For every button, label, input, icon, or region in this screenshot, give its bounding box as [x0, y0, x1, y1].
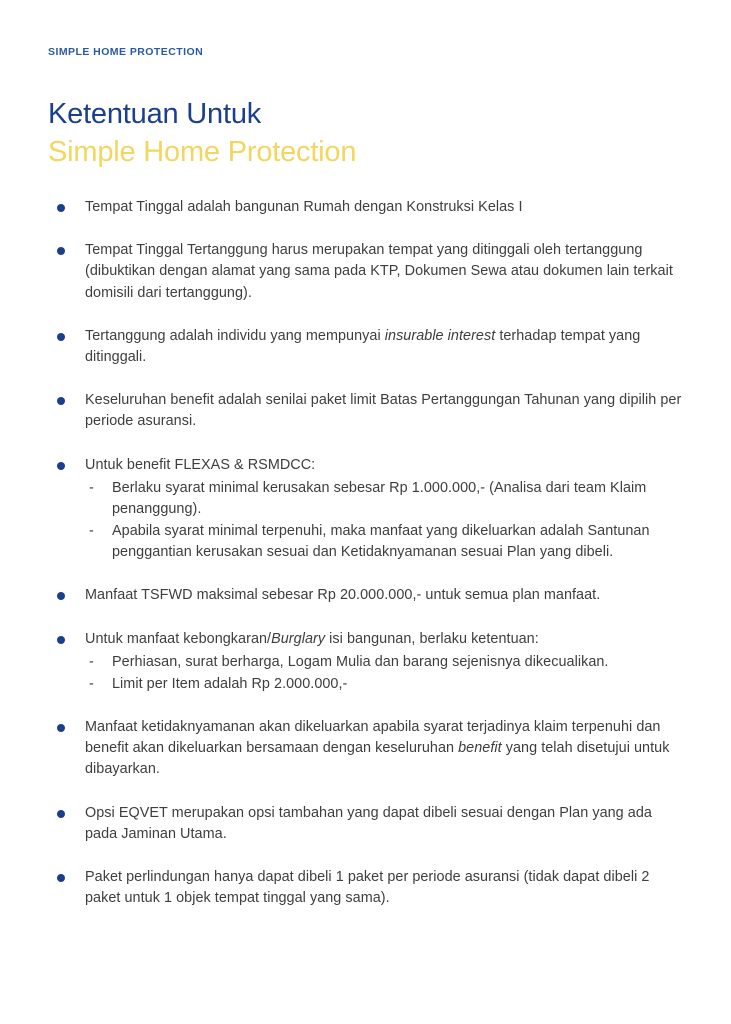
bullet-dot-icon	[57, 397, 65, 405]
page-title-line-2: Simple Home Protection	[48, 135, 357, 168]
bullet-dot-icon	[57, 636, 65, 644]
term-sub-item	[85, 652, 683, 673]
term-text: Paket perlindungan hanya dapat dibeli 1 paket per periode asuransi (tidak dapat dibeli 2 paket untuk 1 objek tempat tinggal yang sama).	[85, 868, 650, 907]
page-title-line-1: Ketentuan Untuk	[48, 97, 262, 130]
emphasis-text: benefit	[458, 740, 502, 757]
dash-marker-icon: -	[89, 479, 94, 496]
plain-text: isi bangunan, berlaku ketentuan:	[325, 630, 539, 647]
running-header: SIMPLE HOME PROTECTION	[48, 46, 204, 58]
term-sub-list	[85, 478, 683, 564]
term-text	[85, 326, 683, 368]
dash-marker-icon: -	[89, 675, 94, 692]
term-sub-item	[85, 521, 683, 563]
page-title	[48, 95, 683, 172]
term-text: Untuk benefit FLEXAS & RSMDCC:	[85, 456, 316, 473]
dash-marker-icon: -	[89, 523, 94, 540]
bullet-dot-icon	[57, 333, 65, 341]
plain-text: yang telah disetujui untuk dibayarkan.	[85, 740, 670, 778]
plain-text: terhadap tempat yang ditinggali.	[85, 327, 641, 365]
plain-text: Untuk manfaat kebongkaran/	[85, 630, 272, 647]
term-text: Tempat Tinggal Tertanggung harus merupakan tempat yang ditinggali oleh tertanggung (dibuktikan dengan alamat yang sama pada KTP, Dokumen Sewa atau dokumen lain terkait domisili dari tertanggung).	[85, 242, 673, 301]
term-list-item	[48, 390, 683, 432]
bullet-dot-icon	[57, 247, 65, 255]
terms-list	[48, 197, 683, 909]
term-list-item	[48, 585, 683, 606]
term-text	[85, 717, 683, 781]
term-text: Manfaat TSFWD maksimal sebesar Rp 20.000.000,- untuk semua plan manfaat.	[85, 587, 601, 604]
emphasis-text: Burglary	[271, 630, 326, 647]
term-text: Opsi EQVET merupakan opsi tambahan yang dapat dibeli sesuai dengan Plan yang ada pada Jaminan Utama.	[85, 804, 652, 842]
term-list-item	[48, 803, 683, 845]
term-list-item	[48, 455, 683, 564]
term-sub-text: Apabila syarat minimal terpenuhi, maka manfaat yang dikeluarkan adalah Santunan penggantian kerusakan sesuai dan Ketidaknyamanan sesuai Plan yang dibeli.	[112, 523, 650, 561]
term-sub-item	[85, 674, 683, 695]
term-sub-text: Limit per Item adalah Rp 2.000.000,-	[112, 675, 348, 692]
term-text: Tempat Tinggal adalah bangunan Rumah dengan Konstruksi Kelas I	[85, 199, 523, 216]
term-text	[85, 629, 683, 650]
emphasis-text: insurable interest	[384, 327, 496, 344]
bullet-dot-icon	[57, 592, 65, 600]
term-sub-text: Berlaku syarat minimal kerusakan sebesar Rp 1.000.000,- (Analisa dari team Klaim penanggung).	[112, 479, 647, 517]
plain-text: Tertanggung adalah individu yang mempunyai	[85, 327, 385, 344]
plain-text: Manfaat ketidaknyamanan akan dikeluarkan apabila syarat terjadinya klaim terpenuhi dan benefit akan dikeluarkan bersamaan dengan keseluruhan	[85, 719, 661, 757]
term-list-item	[48, 197, 683, 218]
term-list-item	[48, 867, 683, 909]
term-sub-text: Perhiasan, surat berharga, Logam Mulia dan barang sejenisnya dikecualikan.	[112, 653, 609, 670]
term-sub-item	[85, 478, 683, 520]
term-sub-list	[85, 652, 683, 695]
terms-content	[48, 197, 683, 909]
term-list-item	[48, 629, 683, 696]
term-list-item	[48, 240, 683, 304]
dash-marker-icon: -	[89, 653, 94, 670]
bullet-dot-icon	[57, 204, 65, 212]
term-text: Keseluruhan benefit adalah senilai paket limit Batas Pertanggungan Tahunan yang dipilih per periode asuransi.	[85, 392, 682, 430]
bullet-dot-icon	[57, 724, 65, 732]
bullet-dot-icon	[57, 874, 65, 882]
term-list-item	[48, 717, 683, 781]
term-list-item	[48, 326, 683, 368]
bullet-dot-icon	[57, 810, 65, 818]
bullet-dot-icon	[57, 462, 65, 470]
